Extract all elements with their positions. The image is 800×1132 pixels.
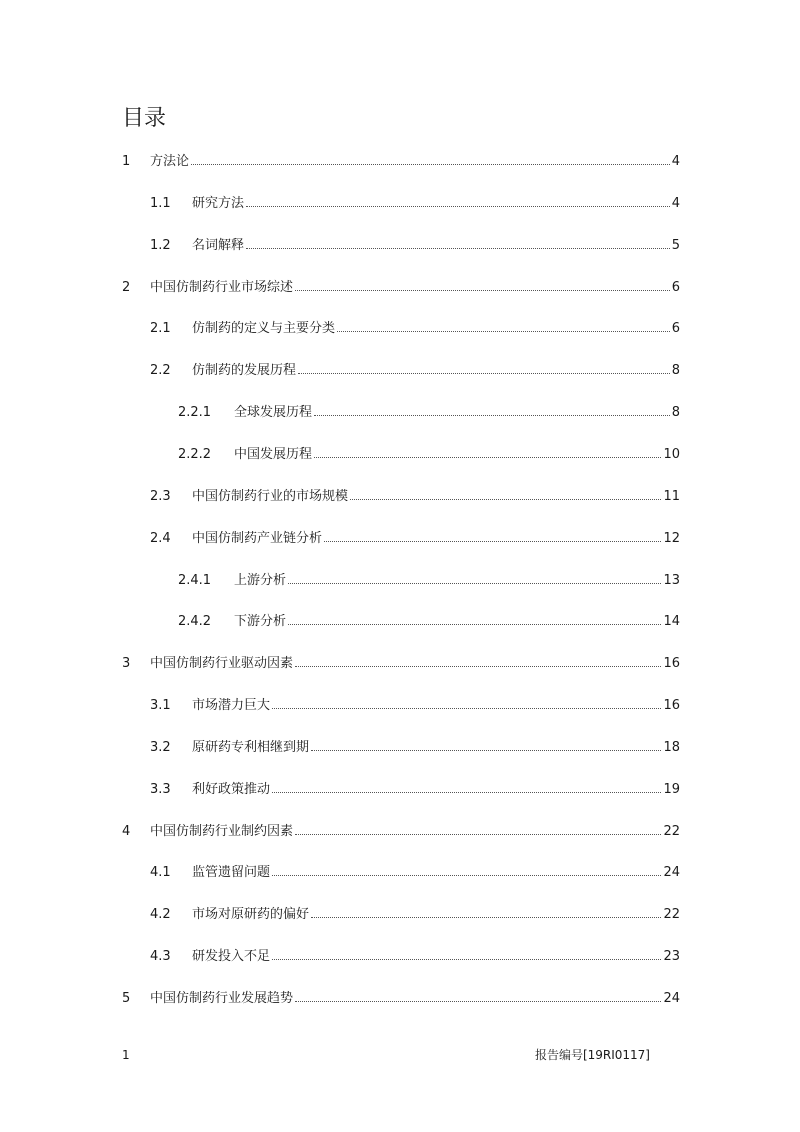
toc-leader-dots (337, 317, 670, 332)
toc-entry-title: 研发投入不足 (192, 949, 271, 964)
toc-entry-page: 5 (671, 238, 680, 253)
toc-leader-dots (191, 150, 670, 165)
toc-entry-title: 中国仿制药行业的市场规模 (192, 489, 349, 504)
toc-entry-number: 3.2 (150, 740, 171, 755)
toc-entry-number: 2.4.2 (178, 614, 212, 629)
toc-entry-number: 3 (122, 656, 131, 671)
toc-entry-page: 11 (663, 489, 680, 504)
toc-entry-page: 16 (663, 656, 680, 671)
toc-entry[interactable] (178, 569, 680, 589)
toc-entry-title: 下游分析 (234, 614, 287, 629)
toc-leader-dots (298, 359, 670, 374)
toc-entry-page: 22 (663, 907, 680, 922)
toc-entry-title: 市场对原研药的偏好 (192, 907, 310, 922)
toc-leader-dots (272, 694, 661, 709)
footer-page-number: 1 (122, 1048, 130, 1062)
toc-leader-dots (295, 652, 661, 667)
toc-entry[interactable] (122, 820, 680, 840)
toc-entry-page: 16 (663, 698, 680, 713)
toc-entry[interactable] (122, 987, 680, 1007)
toc-entry-title: 全球发展历程 (234, 405, 313, 420)
toc-entry-title: 中国仿制药行业市场综述 (150, 280, 294, 295)
toc-entry-number: 1.1 (150, 196, 171, 211)
toc-entry-number: 2.2.1 (178, 405, 212, 420)
toc-entry[interactable] (150, 861, 680, 881)
toc-entry-page: 14 (663, 614, 680, 629)
toc-leader-dots (295, 276, 670, 291)
toc-leader-dots (272, 861, 661, 876)
toc-entry-number: 4.3 (150, 949, 171, 964)
toc-entry[interactable] (178, 401, 680, 421)
toc-entry-page: 24 (663, 991, 680, 1006)
toc-entry-title: 上游分析 (234, 573, 287, 588)
toc-entry[interactable] (122, 276, 680, 296)
toc-entry-number: 1 (122, 154, 131, 169)
toc-entry-number: 2.2.2 (178, 447, 212, 462)
toc-leader-dots (295, 987, 661, 1002)
toc-entry[interactable] (150, 903, 680, 923)
toc-entry-title: 仿制药的定义与主要分类 (192, 321, 336, 336)
toc-entry-page: 4 (671, 154, 680, 169)
toc-entry-number: 2.3 (150, 489, 171, 504)
toc-entry-page: 8 (671, 405, 680, 420)
toc-entry-page: 4 (671, 196, 680, 211)
toc-entry-number: 2.4 (150, 531, 171, 546)
toc-entry-page: 12 (663, 531, 680, 546)
toc-leader-dots (350, 485, 661, 500)
toc-entry-title: 方法论 (150, 154, 190, 169)
toc-entry-title: 名词解释 (192, 238, 245, 253)
toc-entry-title: 监管遗留问题 (192, 865, 271, 880)
toc-entry-page: 13 (663, 573, 680, 588)
toc-entry-title: 原研药专利相继到期 (192, 740, 310, 755)
toc-entry[interactable] (150, 485, 680, 505)
toc-entry[interactable] (150, 778, 680, 798)
toc-leader-dots (246, 192, 670, 207)
toc-entry-number: 2 (122, 280, 131, 295)
toc-entry-number: 4.1 (150, 865, 171, 880)
toc-leader-dots (272, 778, 661, 793)
toc-leader-dots (295, 820, 661, 835)
toc-entry[interactable] (122, 150, 680, 170)
toc-entry[interactable] (150, 527, 680, 547)
toc-leader-dots (311, 736, 661, 751)
toc-entry-title: 中国仿制药产业链分析 (192, 531, 323, 546)
toc-entry-number: 4.2 (150, 907, 171, 922)
toc-entry[interactable] (150, 234, 680, 254)
toc-entry[interactable] (150, 694, 680, 714)
toc-entry-number: 2.2 (150, 363, 171, 378)
toc-leader-dots (288, 610, 661, 625)
page-title: 目录 (122, 106, 167, 131)
toc-entry-title: 中国仿制药行业制约因素 (150, 824, 294, 839)
toc-entry[interactable] (150, 192, 680, 212)
toc-entry-title: 中国仿制药行业驱动因素 (150, 656, 294, 671)
toc-entry[interactable] (150, 736, 680, 756)
toc-entry[interactable] (178, 610, 680, 630)
toc-entry-number: 2.4.1 (178, 573, 212, 588)
toc-entry[interactable] (150, 359, 680, 379)
toc-entry[interactable] (150, 317, 680, 337)
toc-entry-page: 18 (663, 740, 680, 755)
toc-entry-title: 市场潜力巨大 (192, 698, 271, 713)
toc-leader-dots (314, 443, 661, 458)
toc-leader-dots (288, 569, 661, 584)
toc-leader-dots (324, 527, 661, 542)
toc-entry-page: 6 (671, 321, 680, 336)
toc-entry-number: 3.1 (150, 698, 171, 713)
toc-entry-page: 10 (663, 447, 680, 462)
toc-leader-dots (314, 401, 670, 416)
toc-entry-number: 4 (122, 824, 131, 839)
toc-entry[interactable] (150, 945, 680, 965)
toc-entry-page: 23 (663, 949, 680, 964)
toc-entry-page: 22 (663, 824, 680, 839)
toc-leader-dots (272, 945, 661, 960)
toc-entry-page: 8 (671, 363, 680, 378)
toc-entry-title: 仿制药的发展历程 (192, 363, 297, 378)
toc-entry-title: 利好政策推动 (192, 782, 271, 797)
toc-entry[interactable] (122, 652, 680, 672)
toc-entry-title: 中国发展历程 (234, 447, 313, 462)
toc-entry-page: 6 (671, 280, 680, 295)
toc-leader-dots (311, 903, 661, 918)
toc-entry[interactable] (178, 443, 680, 463)
toc-leader-dots (246, 234, 670, 249)
toc-entry-title: 研究方法 (192, 196, 245, 211)
toc-entry-number: 1.2 (150, 238, 171, 253)
toc-entry-page: 24 (663, 865, 680, 880)
toc-entry-title: 中国仿制药行业发展趋势 (150, 991, 294, 1006)
footer-report-code: 报告编号[19RI0117] (534, 1048, 650, 1062)
toc-entry-number: 2.1 (150, 321, 171, 336)
toc-entry-page: 19 (663, 782, 680, 797)
toc-entry-number: 5 (122, 991, 131, 1006)
toc-entry-number: 3.3 (150, 782, 171, 797)
